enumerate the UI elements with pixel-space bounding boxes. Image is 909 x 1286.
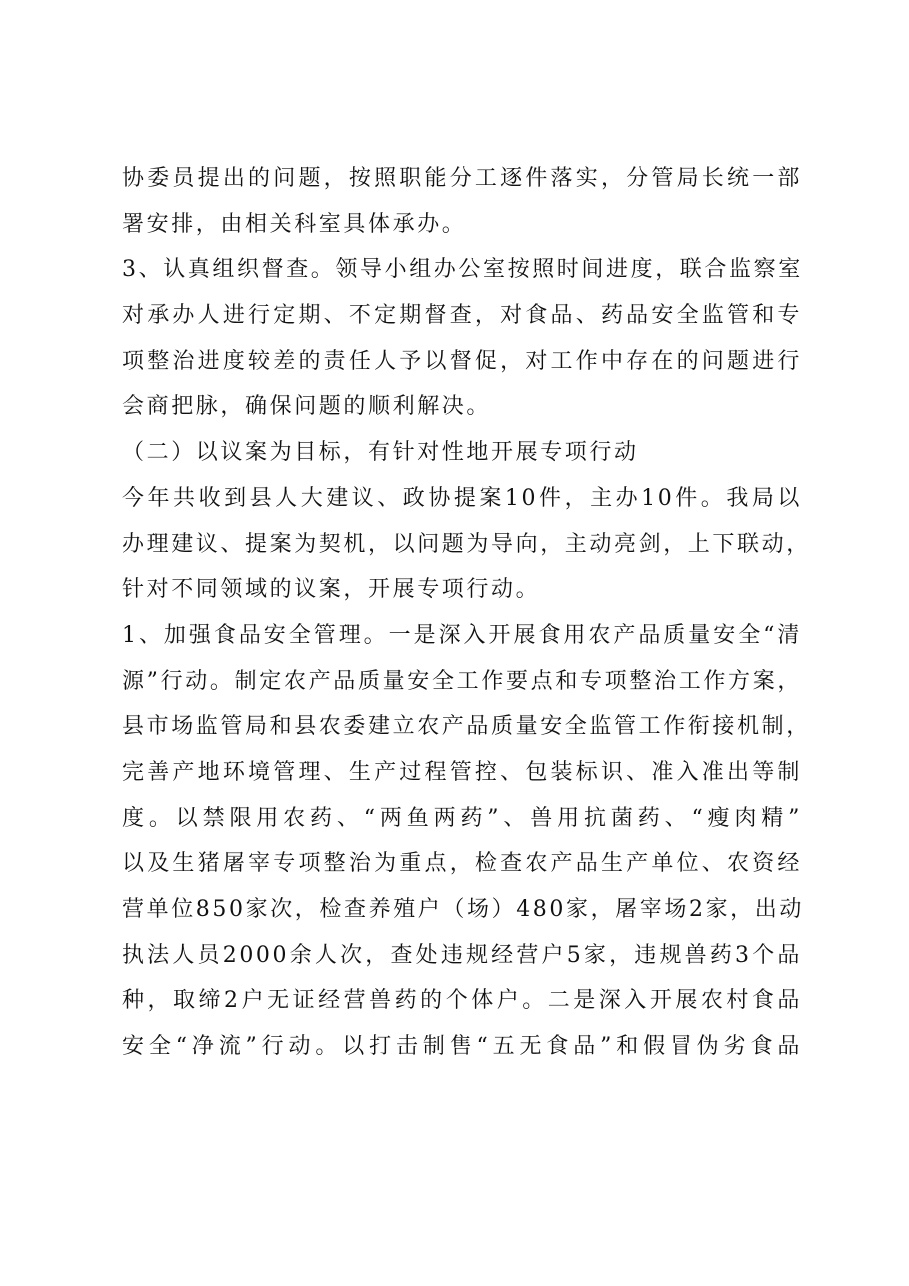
text-line: 办理建议、提案为契机，以问题为导向，主动亮剑，上下联动， <box>122 531 811 557</box>
text-line: 县市场监管局和县农委建立农产品质量安全监管工作衔接机制， <box>122 714 811 740</box>
text-line: 会商把脉，确保问题的顺利解决。 <box>122 394 492 420</box>
text-line: 项整治进度较差的责任人予以督促，对工作中存在的问题进行 <box>122 348 802 374</box>
text-line: 度。以禁限用农药、“两鱼两药”、兽用抗菌药、“瘦肉精” <box>122 805 802 831</box>
text-line: 针对不同领域的议案，开展专项行动。 <box>122 577 541 603</box>
text-line: 协委员提出的问题，按照职能分工逐件落实，分管局长统一部 <box>122 166 802 191</box>
text-line: 安全“净流”行动。以打击制售“五无食品”和假冒伪劣食品 <box>122 1034 802 1060</box>
text-line: 源”行动。制定农产品质量安全工作要点和专项整治工作方案， <box>122 668 802 694</box>
text-line: 1、加强食品安全管理。一是深入开展食用农产品质量安全“清 <box>122 622 802 648</box>
text-line: 种，取缔2户无证经营兽药的个体户。二是深入开展农村食品 <box>122 988 802 1014</box>
text-line: 完善产地环境管理、生产过程管控、包装标识、准入准出等制 <box>122 759 802 785</box>
text-line: 以及生猪屠宰专项整治为重点，检查农产品生产单位、农资经 <box>122 851 802 877</box>
text-line: 署安排，由相关科室具体承办。 <box>122 211 467 237</box>
document-body <box>122 156 811 1070</box>
text-line: 执法人员2000余人次，查处违规经营户5家，违规兽药3个品 <box>122 942 802 968</box>
text-line: 今年共收到县人大建议、政协提案10件，主办10件。我局以 <box>122 485 802 511</box>
text-line: 3、认真组织督查。领导小组办公室按照时间进度，联合监察室 <box>122 257 803 283</box>
text-line: （二）以议案为目标，有针对性地开展专项行动 <box>122 440 639 466</box>
text-line: 营单位850家次，检查养殖户（场）480家，屠宰场2家，出动 <box>122 897 804 922</box>
text-line: 对承办人进行定期、不定期督查，对食品、药品安全监管和专 <box>122 303 802 329</box>
